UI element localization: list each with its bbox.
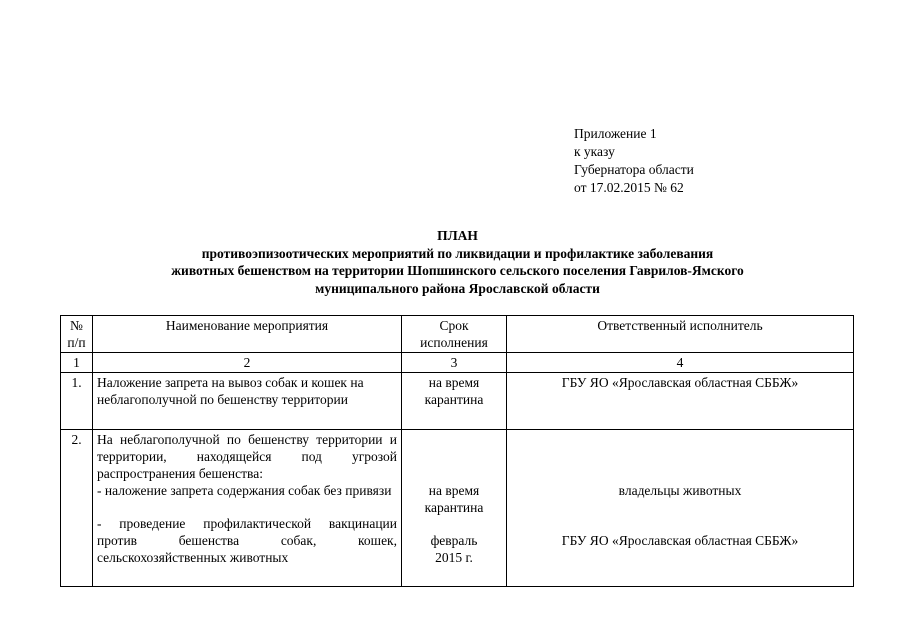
header-name: Наименование мероприятия <box>93 316 402 353</box>
measure-responsible <box>507 430 854 587</box>
term-value: февраль <box>430 533 478 548</box>
measure-responsible: ГБУ ЯО «Ярославская областная СББЖ» <box>507 373 854 430</box>
column-number: 1 <box>61 353 93 373</box>
title-line: животных бешенством на территории Шопшинского сельского поселения Гаврилов-Ямского <box>171 263 744 278</box>
document-title <box>60 227 855 297</box>
plan-table <box>60 315 854 587</box>
column-number: 2 <box>93 353 402 373</box>
appendix-line: Приложение 1 <box>574 126 657 141</box>
term-value: карантина <box>424 500 484 515</box>
appendix-line: Губернатора области <box>574 162 694 177</box>
title-line: муниципального района Ярославской области <box>315 280 600 296</box>
measure-term <box>402 430 507 587</box>
row-number: 2. <box>61 430 93 587</box>
appendix-line: к указу <box>574 144 615 159</box>
column-number: 3 <box>402 353 507 373</box>
responsible-value: ГБУ ЯО «Ярославская областная СББЖ» <box>561 533 799 548</box>
appendix-date-line: от 17.02.2015 № 62 <box>574 180 684 195</box>
table-header-row <box>61 316 854 353</box>
term-value: на время <box>428 483 480 498</box>
term-value: 2015 г. <box>435 550 473 565</box>
table-row <box>61 373 854 430</box>
header-responsible: Ответственный исполнитель <box>507 316 854 353</box>
measure-term: на время карантина <box>402 373 507 430</box>
measure-name <box>93 430 402 587</box>
header-number: № п/п <box>61 316 93 353</box>
header-term: Срок исполнения <box>402 316 507 353</box>
column-number-row <box>61 353 854 373</box>
measure-intro: На неблагополучной по бешенству территории и территории, находящейся под угрозой распространения бешенства: <box>97 432 397 481</box>
measure-name: Наложение запрета на вывоз собак и кошек на неблагополучной по бешенству территории <box>93 373 402 430</box>
table-row <box>61 430 854 587</box>
title-heading: ПЛАН <box>437 228 478 243</box>
column-number: 4 <box>507 353 854 373</box>
measure-subitem: - проведение профилактической вакцинации против бешенства собак, кошек, сельскохозяйственных животных <box>97 516 397 565</box>
appendix-note <box>574 125 694 197</box>
measure-subitem: - наложение запрета содержания собак без привязи <box>97 483 392 498</box>
responsible-value: владельцы животных <box>618 483 742 498</box>
title-line: противоэпизоотических мероприятий по ликвидации и профилактике заболевания <box>201 245 714 261</box>
row-number: 1. <box>61 373 93 430</box>
